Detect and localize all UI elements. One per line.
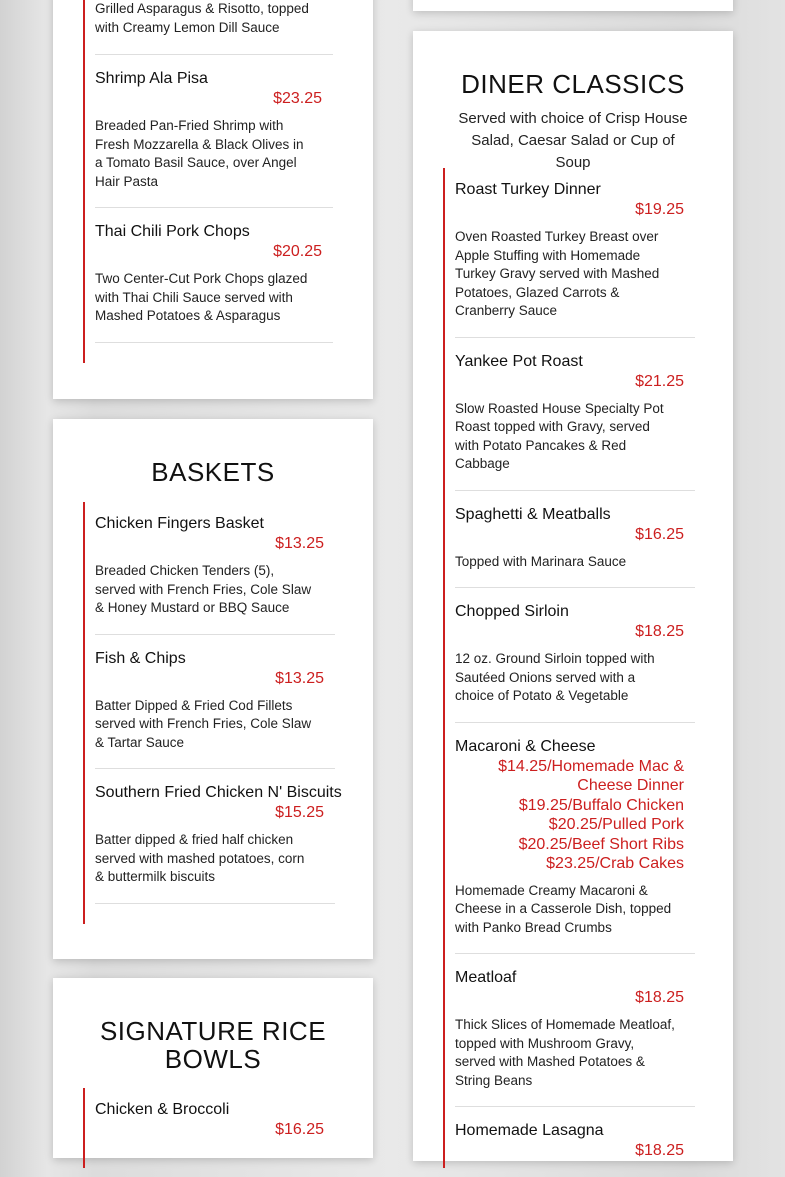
baskets-items <box>83 502 342 924</box>
entrees-card <box>53 0 373 399</box>
menu-item <box>455 968 695 1107</box>
item-price: $19.25 <box>635 201 684 218</box>
item-name: Yankee Pot Roast <box>455 352 583 370</box>
item-description: Batter dipped & fried half chicken served with mashed potatoes, corn & buttermilk biscuits <box>95 832 305 884</box>
section-subtitle: Served with choice of Crisp House Salad, Caesar Salad or Cup of Soup <box>458 110 688 171</box>
item-price: $23.25 <box>273 90 322 107</box>
item-name: Homemade Lasagna <box>455 1122 604 1139</box>
item-description: Two Center-Cut Pork Chops glazed with Thai Chili Sauce served with Mashed Potatoes & Asparagus <box>95 271 308 323</box>
section-title: BASKETS <box>151 457 275 487</box>
item-name: Meatloaf <box>455 969 517 986</box>
item-description: Thick Slices of Homemade Meatloaf, topped with Mushroom Gravy, served with Mashed Potatoes & String Beans <box>455 1017 675 1088</box>
item-description: Batter Dipped & Fried Cod Fillets served with French Fries, Cole Slaw & Tartar Sauce <box>95 697 312 750</box>
item-name: Chicken & Broccoli <box>95 1101 230 1118</box>
item-price-option: $20.25/Pulled Pork <box>548 816 684 833</box>
item-price: $18.25 <box>635 1142 684 1159</box>
item-price: $16.25 <box>635 525 684 543</box>
menu-item <box>95 502 335 635</box>
item-name: Chopped Sirloin <box>455 603 569 620</box>
rice-bowls-items <box>83 1088 335 1168</box>
item-name: Roast Turkey Dinner <box>455 181 601 198</box>
menu-item <box>95 69 333 208</box>
item-name: Macaroni & Cheese <box>455 737 596 755</box>
item-description: Breaded Pan-Fried Shrimp with Fresh Mozzarella & Black Olives in a Tomato Basil Sauce, over Angel Hair Pasta <box>95 118 304 189</box>
previous-card <box>413 0 733 11</box>
diner-classics-card <box>413 31 733 1161</box>
menu-item <box>95 783 342 904</box>
item-name: Southern Fried Chicken N' Biscuits <box>95 784 342 801</box>
item-price: $15.25 <box>275 804 324 821</box>
item-description: Oven Roasted Turkey Breast over Apple Stuffing with Homemade Turkey Gravy served with Mashed Potatoes, Glazed Carrots & Cranberry Sauce <box>455 229 660 318</box>
baskets-card <box>53 419 373 959</box>
menu-item <box>95 649 335 770</box>
item-name: Spaghetti & Meatballs <box>455 505 611 523</box>
item-price-option: $23.25/Crab Cakes <box>546 855 684 872</box>
item-name: Shrimp Ala Pisa <box>95 70 208 87</box>
item-price-option: $14.25/Homemade Mac & Cheese Dinner <box>498 757 684 794</box>
menu-item <box>455 505 695 589</box>
item-description: Breaded Chicken Tenders (5), served with French Fries, Cole Slaw & Honey Mustard or BBQ Sauce <box>95 563 312 615</box>
item-description: 12 oz. Ground Sirloin topped with Sautéed Onions served with a choice of Potato & Vegetable <box>455 651 655 703</box>
rice-bowls-card <box>53 978 373 1158</box>
item-price-option: $19.25/Buffalo Chicken <box>518 796 684 814</box>
menu-item <box>455 737 695 955</box>
item-name: Thai Chili Pork Chops <box>95 223 250 240</box>
menu-item <box>455 168 695 338</box>
diner-classics-items <box>443 168 695 1168</box>
item-price-option: $20.25/Beef Short Ribs <box>518 835 684 853</box>
item-price: $13.25 <box>275 535 324 552</box>
item-price: $18.25 <box>635 623 684 640</box>
item-name: Fish & Chips <box>95 649 186 667</box>
item-description: Grilled Asparagus & Risotto, topped with Creamy Lemon Dill Sauce <box>95 1 309 35</box>
entrees-items <box>83 0 333 363</box>
menu-item <box>455 352 695 491</box>
item-description: Slow Roasted House Specialty Pot Roast topped with Gravy, served with Potato Pancakes & Red Cabbage <box>455 400 664 471</box>
item-price: $16.25 <box>275 1121 324 1138</box>
menu-item <box>95 0 333 55</box>
item-price: $13.25 <box>275 669 324 687</box>
item-price-list <box>455 757 695 874</box>
item-price: $18.25 <box>635 989 684 1006</box>
section-title: SIGNATURE RICE BOWLS <box>99 1016 327 1074</box>
menu-item <box>95 222 333 343</box>
item-price: $21.25 <box>635 372 684 390</box>
item-price: $20.25 <box>273 243 322 260</box>
menu-item <box>455 1121 695 1177</box>
item-description: Homemade Creamy Macaroni & Cheese in a Casserole Dish, topped with Panko Bread Crumbs <box>455 882 672 935</box>
section-title: DINER CLASSICS <box>461 69 685 99</box>
item-name: Chicken Fingers Basket <box>95 515 264 532</box>
item-description: Topped with Marinara Sauce <box>455 553 627 569</box>
menu-item <box>455 602 695 723</box>
menu-item <box>95 1088 335 1156</box>
